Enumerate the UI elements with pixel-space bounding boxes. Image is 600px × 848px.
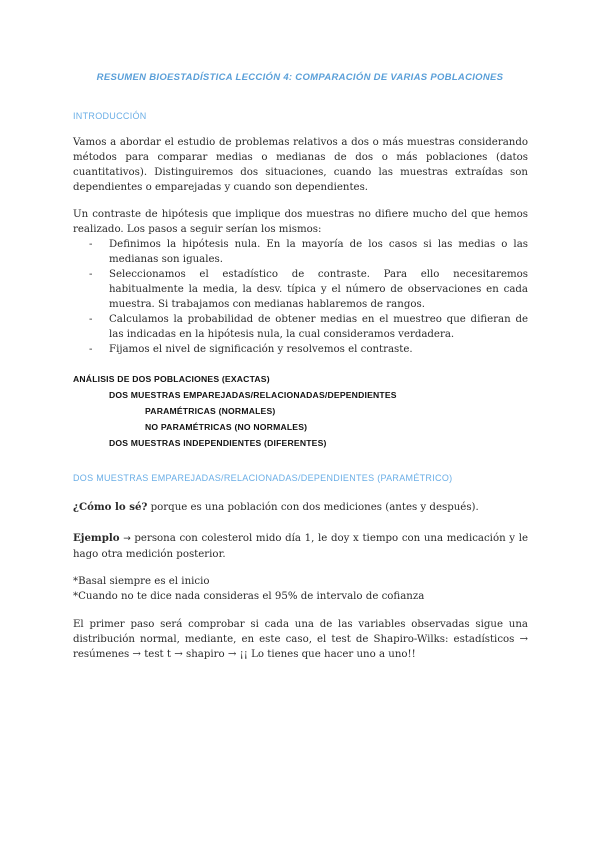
steps-list bbox=[73, 237, 528, 357]
dash-bullet: - bbox=[89, 344, 93, 355]
step-text: Seleccionamos el estadístico de contraste. Para ello necesitaremos habitualmente la media, la desv. típica y el número de observaciones en cada muestra. Si trabajamos con medianas hablaremos de rangos. bbox=[109, 269, 528, 310]
dash-bullet: - bbox=[89, 239, 93, 250]
intro-paragraph-1: Vamos a abordar el estudio de problemas relativos a dos o más muestras considerando métodos para comparar medias o medianas de dos o más poblaciones (datos cuantitativos). Distinguiremos dos situaciones, cuando las muestras extraídas son dependientes o emparejadas y cuando son dependientes. bbox=[73, 137, 528, 193]
step-text: Calculamos la probabilidad de obtener medias en el muestreo que difieran de las indicadas en la hipótesis nula, la cual consideramos verdadera. bbox=[109, 314, 528, 340]
arrow-icon: → bbox=[123, 534, 131, 544]
dash-bullet: - bbox=[89, 314, 93, 325]
list-item bbox=[73, 237, 528, 267]
outline-level2-nonparametric: NO PARAMÉTRICAS (NO NORMALES) bbox=[145, 422, 308, 432]
step-text: Definimos la hipótesis nula. En la mayoría de los casos si las medias o las medianas son iguales. bbox=[109, 239, 528, 265]
section2-heading: DOS MUESTRAS EMPAREJADAS/RELACIONADAS/DEPENDIENTES (PARAMÉTRICO) bbox=[73, 473, 453, 483]
note-basal: *Basal siempre es el inicio bbox=[73, 576, 210, 587]
list-item bbox=[73, 267, 528, 312]
how-label: ¿Cómo lo sé? bbox=[73, 501, 148, 513]
outline-level2-parametric: PARAMÉTRICAS (NORMALES) bbox=[145, 406, 276, 416]
step-text: Fijamos el nivel de significación y resolvemos el contraste. bbox=[109, 344, 413, 355]
dash-bullet: - bbox=[89, 269, 93, 280]
outline-level1-paired: DOS MUESTRAS EMPAREJADAS/RELACIONADAS/DEPENDIENTES bbox=[109, 390, 397, 400]
how-text: porque es una población con dos mediciones (antes y después). bbox=[147, 502, 479, 513]
example-label: Ejemplo bbox=[73, 532, 120, 544]
list-item bbox=[73, 312, 528, 342]
example-paragraph bbox=[73, 531, 528, 562]
outline-level1-independent: DOS MUESTRAS INDEPENDIENTES (DIFERENTES) bbox=[109, 438, 327, 448]
note-confidence: *Cuando no te dice nada consideras el 95% de intervalo de cofianza bbox=[73, 591, 425, 602]
list-item bbox=[73, 342, 528, 357]
intro-paragraph-2: Un contraste de hipótesis que implique dos muestras no difiere mucho del que hemos realizado. Los pasos a seguir serían los mismos: bbox=[73, 209, 528, 235]
document-title: RESUMEN BIOESTADÍSTICA LECCIÓN 4: COMPARACIÓN DE VARIAS POBLACIONES bbox=[96, 72, 504, 83]
intro-heading: INTRODUCCIÓN bbox=[73, 111, 147, 121]
how-paragraph bbox=[73, 500, 528, 515]
shapiro-paragraph: El primer paso será comprobar si cada una de las variables observadas sigue una distribución normal, mediante, en este caso, el test de Shapiro-Wilks: estadísticos → resúmenes → test t → shapiro → ¡¡ Lo tienes que hacer uno a uno!! bbox=[73, 619, 528, 660]
outline-level0: ANÁLISIS DE DOS POBLACIONES (EXACTAS) bbox=[73, 374, 270, 384]
example-text: persona con colesterol mido día 1, le doy x tiempo con una medicación y le hago otra medición posterior. bbox=[73, 533, 528, 560]
